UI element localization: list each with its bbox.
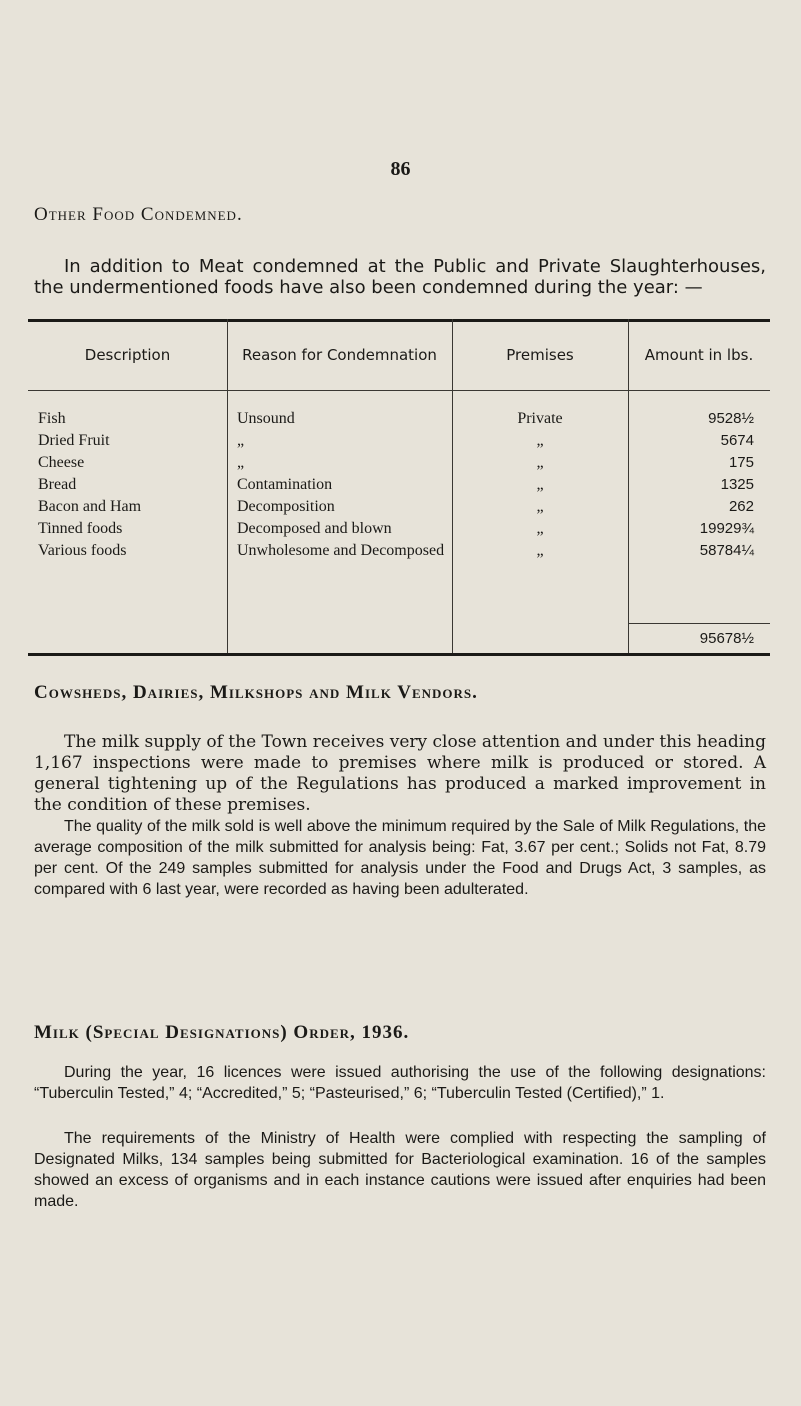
cell-description: Various foods (38, 542, 127, 559)
cell-reason: Contamination (237, 476, 333, 493)
cell-reason: Decomposed and blown (237, 520, 392, 537)
header-description: Description (84, 345, 171, 364)
section-title-other-food: Other Food Condemned. (34, 204, 243, 225)
cell-premises: „ (536, 498, 544, 515)
table-bottom-rule (28, 653, 770, 656)
section-title-cowsheds: Cowsheds, Dairies, Milkshops and Milk Vendors. (34, 682, 478, 703)
cell-premises: Private (517, 410, 563, 427)
requirements-paragraph: The requirements of the Ministry of Health were complied with respecting the sampling of Designated Milks, 134 samples being submitted for Bacteriological examination. 16 of the samples showed an excess of organisms and in each instance cautions were issued after enquiries had been made. (34, 1130, 766, 1210)
table-row (28, 540, 770, 584)
cell-amount: 1325 (720, 476, 754, 493)
cell-amount: 175 (728, 454, 754, 471)
table-row (28, 496, 770, 518)
cell-description: Fish (38, 410, 66, 427)
cell-amount: 5674 (720, 432, 754, 449)
cell-reason: Decomposition (237, 498, 335, 515)
table-row (28, 430, 770, 452)
cell-premises: „ (536, 476, 544, 493)
cell-reason: „ (237, 454, 245, 471)
cell-description: Tinned foods (38, 520, 123, 537)
licences-paragraph: During the year, 16 licences were issued authorising the use of the following designations: “Tuberculin Tested,” 4; “Accredited,” 5; “Pasteurised,” 6; “Tuberculin Tested (Certified),” 1. (34, 1064, 766, 1102)
table-body (28, 408, 770, 584)
section-title-special-designations: Milk (Special Designations) Order, 1936. (34, 1022, 410, 1043)
table-row (28, 452, 770, 474)
cell-reason: Unwholesome and Decomposed (237, 542, 445, 559)
milk-quality-paragraph: The quality of the milk sold is well above the minimum required by the Sale of Milk Regulations, the average composition of the milk submitted for analysis being: Fat, 3.67 per cent.; Solids not Fat, 8.79 per cent. Of the 249 samples submitted for analysis under the Food and Drugs Act, 3 samples, as compared with 6 last year, were recorded as having been adulterated. (34, 818, 766, 898)
cell-premises: „ (536, 542, 544, 559)
intro-paragraph: In addition to Meat condemned at the Public and Private Slaughterhouses, the undermentioned foods have also been condemned during the year: — (34, 256, 766, 298)
cell-description: Bacon and Ham (38, 498, 142, 515)
cell-amount: 262 (728, 498, 754, 515)
condemned-food-table (28, 319, 770, 658)
total-rule (628, 623, 770, 624)
page-number: 86 (390, 158, 411, 180)
cell-reason: „ (237, 432, 245, 449)
total-amount: 95678½ (699, 630, 754, 647)
cell-amount: 19929¾ (699, 520, 754, 537)
header-premises: Premises (506, 345, 574, 364)
table-row (28, 408, 770, 430)
cell-description: Dried Fruit (38, 432, 110, 449)
cell-description: Cheese (38, 454, 85, 471)
table-row (28, 518, 770, 540)
cell-amount: 9528½ (708, 410, 754, 427)
table-row (28, 474, 770, 496)
cell-description: Bread (38, 476, 77, 493)
header-rule (28, 390, 770, 391)
cell-reason: Unsound (237, 410, 295, 427)
milk-supply-paragraph: The milk supply of the Town receives very close attention and under this heading 1,167 inspections were made to premises where milk is produced or stored. A general tightening up of the Regulations has produced a marked improvement in the condition of these premises. (34, 732, 766, 815)
cell-premises: „ (536, 520, 544, 537)
header-amount: Amount in lbs. (644, 345, 754, 364)
header-reason: Reason for Condemnation (242, 345, 437, 364)
cell-premises: „ (536, 432, 544, 449)
cell-premises: „ (536, 454, 544, 471)
cell-amount: 58784¼ (699, 542, 754, 559)
